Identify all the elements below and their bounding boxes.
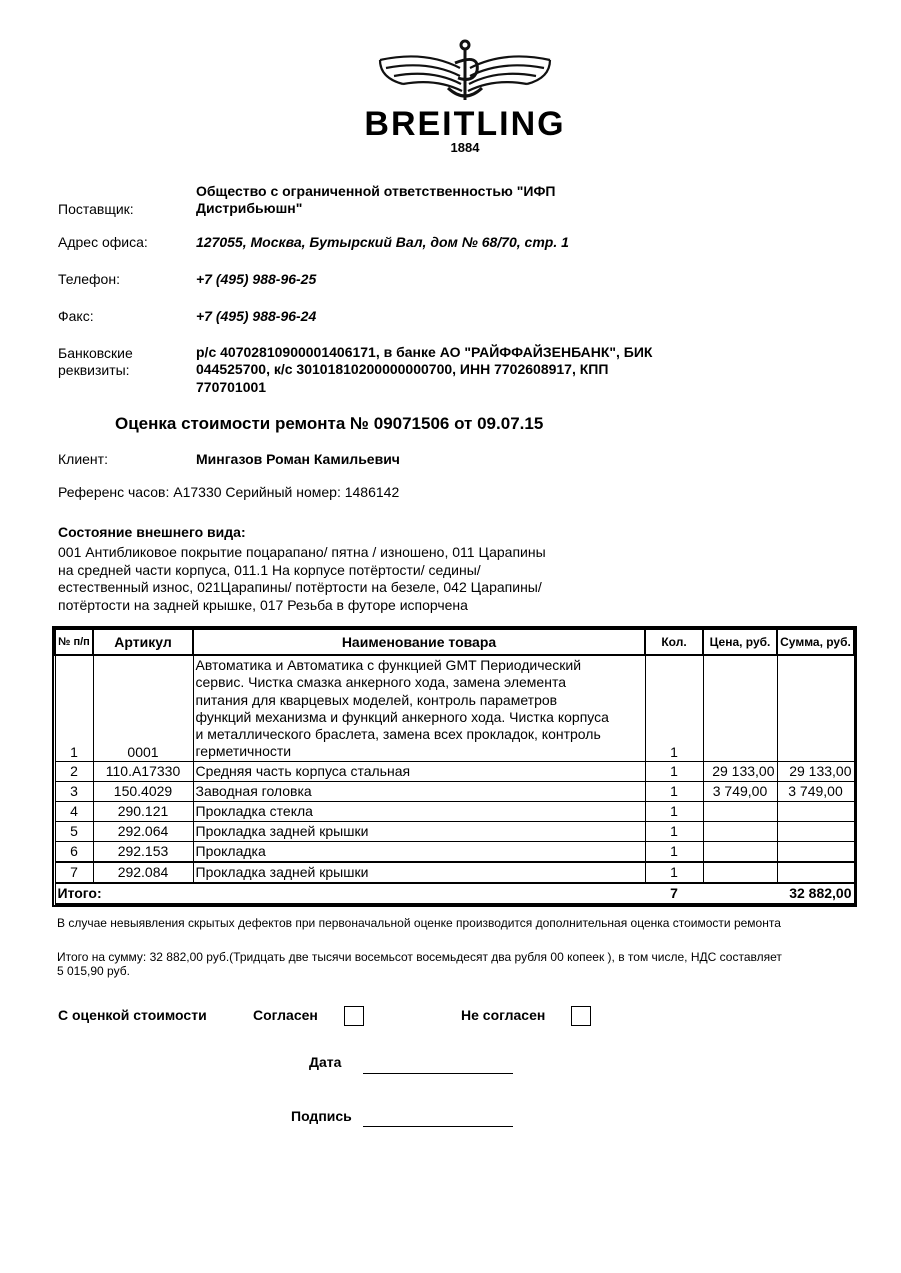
agree-checkbox[interactable] bbox=[344, 1006, 364, 1026]
supplier-value-line2: Дистрибьюшн" bbox=[196, 200, 303, 216]
logo-year: 1884 bbox=[450, 140, 480, 155]
row-name-line: сервис. Чистка смазка анкерного хода, замена элемента bbox=[195, 674, 566, 691]
condition-line: 001 Антибликовое покрытие поцарапано/ пятна / изношено, 011 Царапины bbox=[58, 544, 546, 560]
phone-label: Телефон: bbox=[58, 271, 120, 287]
right-wing-icon bbox=[468, 56, 550, 91]
condition-line: на средней части корпуса, 011.1 На корпусе потёртости/ седины/ bbox=[58, 561, 481, 578]
row-name: Прокладка задней крышки bbox=[193, 862, 645, 883]
client-value: Мингазов Роман Камильевич bbox=[196, 451, 400, 467]
row-num: 6 bbox=[55, 841, 93, 862]
total-price-empty bbox=[703, 883, 777, 904]
logo-wordmark: BREITLING bbox=[364, 105, 566, 143]
row-name-line: и металлического браслета, замена всех прокладок, контроль bbox=[195, 726, 601, 743]
row-name-line: герметичности bbox=[195, 743, 292, 760]
defects-note: В случае невыявления скрытых дефектов при первоначальной оценке производится дополнительная оценка стоимости ремонта bbox=[57, 916, 781, 930]
row-price bbox=[703, 821, 777, 841]
row-name-line: питания для кварцевых моделей, контроль параметров bbox=[195, 691, 558, 708]
row-name: Прокладка задней крышки bbox=[193, 821, 645, 841]
table-row bbox=[55, 655, 854, 761]
row-sum bbox=[777, 841, 854, 862]
row-qty: 1 bbox=[645, 655, 703, 761]
watch-reference: Референс часов: A17330 Серийный номер: 1486142 bbox=[58, 484, 400, 500]
table-row bbox=[55, 761, 854, 781]
row-article: 150.4029 bbox=[93, 781, 193, 801]
condition-line: потёртости на задней крышке, 017 Резьба в футоре испорчена bbox=[58, 596, 468, 613]
total-sum: 32 882,00 bbox=[777, 883, 854, 904]
signature-field-line[interactable] bbox=[363, 1126, 513, 1127]
row-article: 292.153 bbox=[93, 841, 193, 862]
row-sum bbox=[777, 862, 854, 883]
sum-text-line1: Итого на сумму: 32 882,00 руб.(Тридцать две тысячи восемьсот восемьдесят два рубля 00 копеек ), в том числе, НДС составляет bbox=[57, 950, 782, 964]
row-qty: 1 bbox=[645, 781, 703, 801]
row-qty: 1 bbox=[645, 862, 703, 883]
row-sum: 3 749,00 bbox=[777, 781, 854, 801]
supplier-value-line1: Общество с ограниченной ответственностью "ИФП bbox=[196, 183, 556, 199]
row-qty: 1 bbox=[645, 841, 703, 862]
row-name bbox=[193, 655, 645, 761]
row-article: 110.A17330 bbox=[93, 761, 193, 781]
client-label: Клиент: bbox=[58, 451, 108, 467]
bank-label-line1: Банковские bbox=[58, 345, 133, 361]
table-row bbox=[55, 801, 854, 821]
row-price: 3 749,00 bbox=[703, 781, 777, 801]
row-article: 292.064 bbox=[93, 821, 193, 841]
row-name: Заводная головка bbox=[193, 781, 645, 801]
header-sum: Сумма, руб. bbox=[777, 629, 854, 655]
row-article: 0001 bbox=[93, 655, 193, 761]
bank-line3: 770701001 bbox=[196, 379, 267, 395]
total-label: Итого: bbox=[55, 883, 645, 904]
row-sum bbox=[777, 821, 854, 841]
table-row bbox=[55, 821, 854, 841]
disagree-label: Не согласен bbox=[461, 1007, 546, 1023]
phone-value: +7 (495) 988-96-25 bbox=[196, 271, 317, 287]
condition-line: естественный износ, 021Царапины/ потёртости на безеле, 042 Царапины/ bbox=[58, 579, 542, 595]
signature-label: Подпись bbox=[291, 1108, 352, 1124]
row-num: 1 bbox=[55, 655, 93, 761]
agree-label: Согласен bbox=[253, 1007, 318, 1023]
date-field-line[interactable] bbox=[363, 1073, 513, 1074]
items-table bbox=[54, 628, 855, 905]
row-name-line: функций механизма и функций анкерного хода. Чистка корпуса bbox=[195, 708, 609, 725]
row-sum: 29 133,00 bbox=[777, 761, 854, 781]
row-qty: 1 bbox=[645, 821, 703, 841]
anchor-icon bbox=[448, 41, 482, 100]
row-qty: 1 bbox=[645, 761, 703, 781]
row-num: 4 bbox=[55, 801, 93, 821]
bank-line1: р/с 40702810900001406171, в банке АО "РАЙФФАЙЗЕНБАНК", БИК bbox=[196, 344, 653, 360]
sum-text-line2: 5 015,90 руб. bbox=[57, 964, 130, 978]
row-num: 7 bbox=[55, 862, 93, 883]
row-name-line: Автоматика и Автоматика с функцией GMT Периодический bbox=[195, 657, 582, 673]
total-qty: 7 bbox=[645, 883, 703, 904]
table-row bbox=[55, 862, 854, 883]
row-price bbox=[703, 655, 777, 761]
disagree-checkbox[interactable] bbox=[571, 1006, 591, 1026]
row-name: Прокладка bbox=[193, 841, 645, 862]
fax-value: +7 (495) 988-96-24 bbox=[196, 308, 317, 324]
table-row bbox=[55, 841, 854, 862]
header-num: № п/п bbox=[55, 629, 93, 655]
row-price bbox=[703, 862, 777, 883]
header-article: Артикул bbox=[93, 629, 193, 655]
row-price bbox=[703, 841, 777, 862]
header-name: Наименование товара bbox=[193, 629, 645, 655]
bank-line2: 044525700, к/с 30101810200000000700, ИНН 7702608917, КПП bbox=[196, 361, 609, 377]
document-title: Оценка стоимости ремонта № 09071506 от 09.07.15 bbox=[115, 414, 544, 433]
row-sum bbox=[777, 655, 854, 761]
row-num: 3 bbox=[55, 781, 93, 801]
address-value: 127055, Москва, Бутырский Вал, дом № 68/70, стр. 1 bbox=[196, 234, 569, 250]
table-row bbox=[55, 781, 854, 801]
row-num: 5 bbox=[55, 821, 93, 841]
row-price bbox=[703, 801, 777, 821]
fax-label: Факс: bbox=[58, 308, 94, 324]
row-num: 2 bbox=[55, 761, 93, 781]
row-qty: 1 bbox=[645, 801, 703, 821]
row-article: 290.121 bbox=[93, 801, 193, 821]
row-name: Прокладка стекла bbox=[193, 801, 645, 821]
address-label: Адрес офиса: bbox=[58, 234, 148, 250]
header-qty: Кол. bbox=[645, 629, 703, 655]
date-label: Дата bbox=[309, 1054, 342, 1070]
supplier-label: Поставщик: bbox=[58, 201, 134, 217]
agreement-label: С оценкой стоимости bbox=[58, 1007, 207, 1023]
condition-heading: Состояние внешнего вида: bbox=[58, 524, 246, 540]
left-wing-icon bbox=[380, 56, 462, 91]
row-sum bbox=[777, 801, 854, 821]
header-price: Цена, руб. bbox=[703, 629, 777, 655]
bank-label-line2: реквизиты: bbox=[58, 362, 130, 378]
table-total-row bbox=[55, 883, 854, 904]
row-price: 29 133,00 bbox=[703, 761, 777, 781]
row-name: Средняя часть корпуса стальная bbox=[193, 761, 645, 781]
table-header-row bbox=[55, 629, 854, 655]
row-article: 292.084 bbox=[93, 862, 193, 883]
condition-text bbox=[58, 544, 546, 614]
